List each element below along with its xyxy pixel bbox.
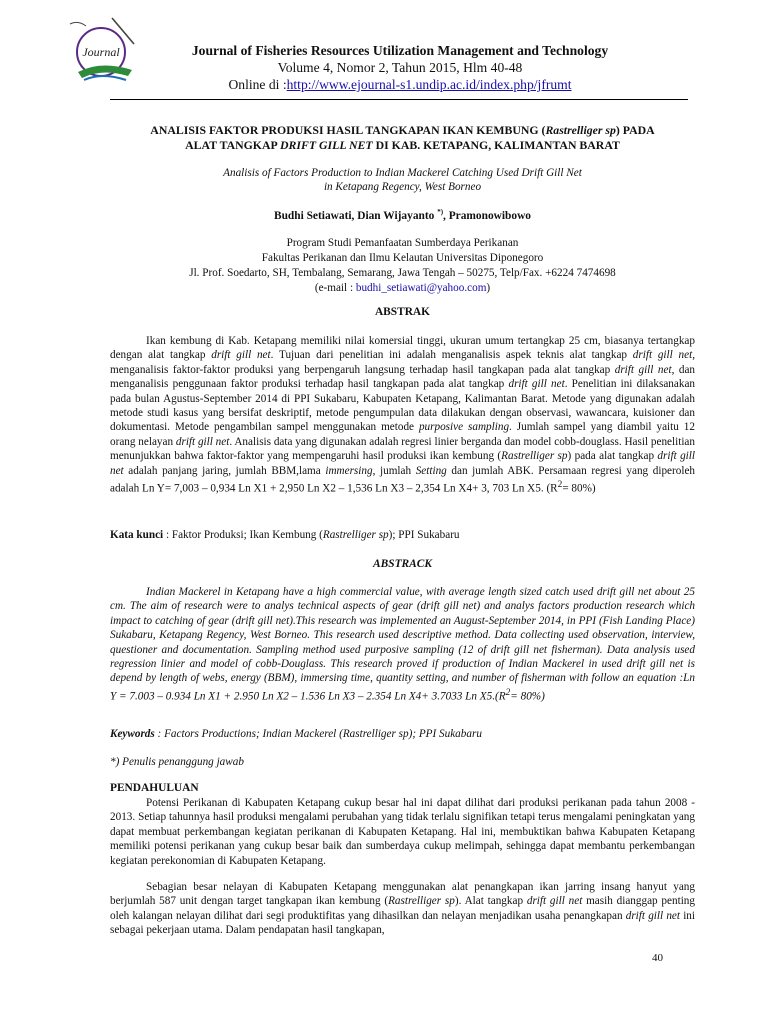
- abstrak-body: Ikan kembung di Kab. Ketapang memiliki nilai komersial tinggi, ukuran umum tertangkap 25 cm, biasanya tertangkap dengan alat tangkap drift gill net. Tujuan dari penelitian ini adalah menganalisis aspek teknis alat tangkap drift gill net, menganalisis faktor-faktor produksi yang berpengaruh langsung terhadap hasil tangkapan pada alat tangkap drift gill net, dan menganalisis penggunaan faktor produksi terhadap hasil tangkapan pada alat tangkap drift gill net. Penelitian ini dilaksanakan pada bulan Agustus-September 2014 di PPI Sukabaru, Kabupaten Ketapang, Kalimantan Barat. Metode yang digunakan adalah metode studi kasus yang bersifat deskriptif, metode pengumpulan data dilakukan dengan observasi, wawancara, kuisioner dan dokumentasi. Metode pengambilan sampel menggunakan metode purposive sampling. Jumlah sampel yang diambil yaitu 12 orang nelayan drift gill net. Analisis data yang digunakan adalah regresi linier berganda dan model cobb-douglass. Hasil penelitian menunjukkan bahwa faktor-faktor yang mempengaruhi hasil produksi ikan kembung (Rastrelliger sp) pada alat tangkap drift gill net adalah panjang jaring, jumlah BBM,lama immersing, jumlah Setting dan jumlah ABK. Persamaan regresi yang diperoleh adalah Ln Y= 7,003 – 0,934 Ln X1 + 2,950 Ln X2 – 1,536 Ln X3 – 2,354 Ln X4+ 3, 703 Ln X5. $(R^2= 80\%)$: [110, 335, 696, 495]
- abstrak-heading: ABSTRAK: [374, 306, 431, 318]
- journal-header: [150, 42, 650, 93]
- logo-text: Journal: [82, 45, 120, 59]
- title-line-1: ANALISIS FAKTOR PRODUKSI HASIL TANGKAPAN IKAN KEMBUNG (Rastrelliger sp) PADA: [150, 123, 655, 137]
- journal-online-line: [150, 76, 650, 93]
- abstract-body: Indian Mackerel in Ketapang have a high commercial value, with average length sized catch used drift gill net about 25 cm. The aim of research were to analys technical aspects of gear (drift gill net) and analys factors production research which impact to catching of gear (drift gill net).This research was implemented an August-September 2014, in PPI (Fish Landing Place) Sukabaru, Ketapang Regency, West Borneo. This research used descriptive method. Data collecting used observation, interview, questioner and documentation. Sampling method used purposive sampling (12 of drift gill net fisherman). Data analysis used regression linier and model of cobb-Douglass. This research proved if production of Indian Mackerel in used drift gill net is depend by length of webs, energy (BBM), immersing time, quantity setting, and number of fisherman with follow an equation :Ln Y = 7.003 – 0.934 Ln X1 + 2.950 Ln X2 – 1.536 Ln X3 – 2.354 Ln X4+ 3.7033 Ln $X5.(R^2= 80\%)$: [110, 586, 695, 703]
- fishing-rod-icon: [112, 18, 134, 44]
- corresponding-author-note: *) Penulis penanggung jawab: [110, 756, 244, 768]
- pendahuluan-heading: PENDAHULUAN: [110, 782, 199, 794]
- online-prefix: Online di :: [228, 77, 287, 92]
- paper-title: [110, 123, 695, 153]
- title-line-2: ALAT TANGKAP DRIFT GILL NET DI KAB. KETAPANG, KALIMANTAN BARAT: [185, 138, 620, 152]
- paper-subtitle: Analisis of Factors Production to Indian Mackerel Catching Used Drift Gill Net in Ketapang Regency, West Borneo: [223, 167, 582, 193]
- page-number: 40: [652, 952, 663, 964]
- journal-logo: [62, 14, 140, 88]
- header-rule: [110, 99, 688, 100]
- journal-url-link[interactable]: http://www.ejournal-s1.undip.ac.id/index.php/jfrumt: [286, 77, 572, 92]
- pendahuluan-paragraph-1: Potensi Perikanan di Kabupaten Ketapang cukup besar hal ini dapat dilihat dari produksi perikanan pada tahun 2008 - 2013. Setiap tahunnya hasil produksi mengalami perubahan yang tidak terlalu signifikan tetapi terus mengalami peningkatan yang dapat membuat perkembangan kegiatan perikanan di Kabupaten Ketapang. Hal ini, membuktikan bahwa Kabupaten Ketapang memiliki potensi perikanan yang cukup besar baik dan sumberdaya cukup melimpah, sehingga dapat membantu perkembangan kegiatan perekonomian di Kabupaten Ketapang.: [110, 797, 695, 867]
- keywords: Keywords : Factors Productions; Indian Mackerel (Rastrelliger sp); PPI Sukabaru: [110, 728, 482, 740]
- paper-authors: Budhi Setiawati, Dian Wijayanto *), Pramonowibowo: [273, 208, 531, 222]
- journal-title: Journal of Fisheries Resources Utilization Management and Technology: [191, 43, 609, 58]
- pendahuluan-paragraph-2: Sebagian besar nelayan di Kabupaten Ketapang menggunakan alat penangkapan ikan jarring insang hanyut yang berjumlah 587 unit dengan target tangkapan ikan kembung (Rastrelliger sp). Alat tangkap drift gill net masih dianggap penting oleh kalangan nelayan dilihat dari segi produktifitas yang dihasilkan dan nelayan menjadikan usaha penangkapan drift gill net ini sebagai pekerjaan utama. Dalam pendapatan hasil tangkapan,: [110, 881, 696, 937]
- author-affiliation: Program Studi Pemanfaatan Sumberdaya Perikanan Fakultas Perikanan dan Ilmu Kelautan Universitas Diponegoro Jl. Prof. Soedarto, SH, Tembalang, Semarang, Jawa Tengah – 50275, Telp/Fax. +6224 7474698 (e-mail : budhi_setiawati@yahoo.com): [110, 236, 695, 296]
- abstract-heading: ABSTRACK: [373, 558, 432, 570]
- author-email-link[interactable]: budhi_setiawati@yahoo.com: [355, 282, 487, 294]
- author-email-line: (e-mail : budhi_setiawati@yahoo.com): [314, 282, 491, 294]
- journal-volume: Volume 4, Nomor 2, Tahun 2015, Hlm 40-48: [277, 60, 523, 75]
- kata-kunci: Kata kunci : Faktor Produksi; Ikan Kembung (Rastrelliger sp); PPI Sukabaru: [110, 529, 460, 541]
